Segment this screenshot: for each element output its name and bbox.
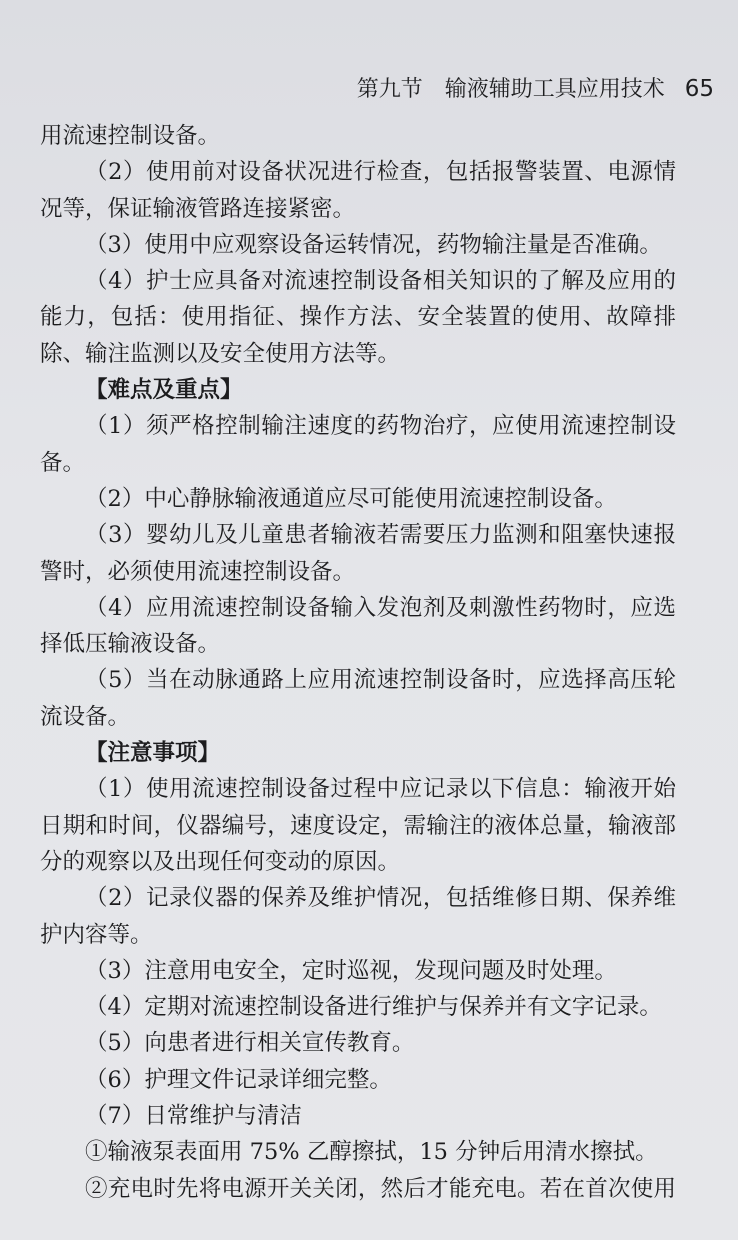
list-item: （2）记录仪器的保养及维护情况，包括维修日期、保养维护内容等。 xyxy=(40,885,676,948)
list-item: ①输液泵表面用 75% 乙醇擦拭，15 分钟后用清水擦拭。 xyxy=(85,1139,658,1166)
list-item: （5）当在动脉通路上应用流速控制设备时，应选择高压轮流设备。 xyxy=(40,667,676,730)
section-heading: 【难点及重点】 xyxy=(85,377,243,404)
header-title: 输液辅助工具应用技术 xyxy=(444,77,665,102)
list-item: （1）须严格控制输注速度的药物治疗，应使用流速控制设备。 xyxy=(40,413,676,476)
list-item: （4）应用流速控制设备输入发泡剂及刺激性药物时，应选择低压输液设备。 xyxy=(40,594,676,658)
page-number: 65 xyxy=(684,76,714,102)
list-item: （2）使用前对设备状况进行检查，包括报警装置、电源情况等，保证输液管路连接紧密。 xyxy=(40,159,676,222)
section-heading: 【注意事项】 xyxy=(85,740,221,767)
list-item: （4）护士应具备对流速控制设备相关知识的了解及应用的能力，包括：使用指征、操作方法、安全装置的使用、故障排除、输注监测以及安全使用方法等。 xyxy=(40,268,676,367)
paragraph: 用流速控制设备。 xyxy=(40,123,221,149)
list-item: （1）使用流速控制设备过程中应记录以下信息：输液开始日期和时间，仪器编号，速度设定，需输注的液体总量，输液部分的观察以及出现任何变动的原因。 xyxy=(40,776,676,875)
list-item: （7）日常维护与清洁 xyxy=(85,1103,302,1130)
list-item: （3）注意用电安全，定时巡视，发现问题及时处理。 xyxy=(85,957,617,984)
list-item: （5）向患者进行相关宣传教育。 xyxy=(85,1030,415,1057)
list-item: （2）中心静脉输液通道应尽可能使用流速控制设备。 xyxy=(85,485,617,512)
list-item: （4）定期对流速控制设备进行维护与保养并有文字记录。 xyxy=(85,994,662,1021)
list-item: （6）护理文件记录详细完整。 xyxy=(85,1066,392,1093)
body-text xyxy=(40,118,676,1207)
running-header xyxy=(357,72,714,103)
list-item: ②充电时先将电源开关关闭，然后才能充电。若在首次使用 xyxy=(85,1175,676,1202)
list-item: （3）使用中应观察设备运转情况，药物输注量是否准确。 xyxy=(85,231,662,258)
list-item: （3）婴幼儿及儿童患者输液若需要压力监测和阻塞快速报警时，必须使用流速控制设备。 xyxy=(40,522,676,585)
header-section: 第九节 xyxy=(356,77,423,102)
